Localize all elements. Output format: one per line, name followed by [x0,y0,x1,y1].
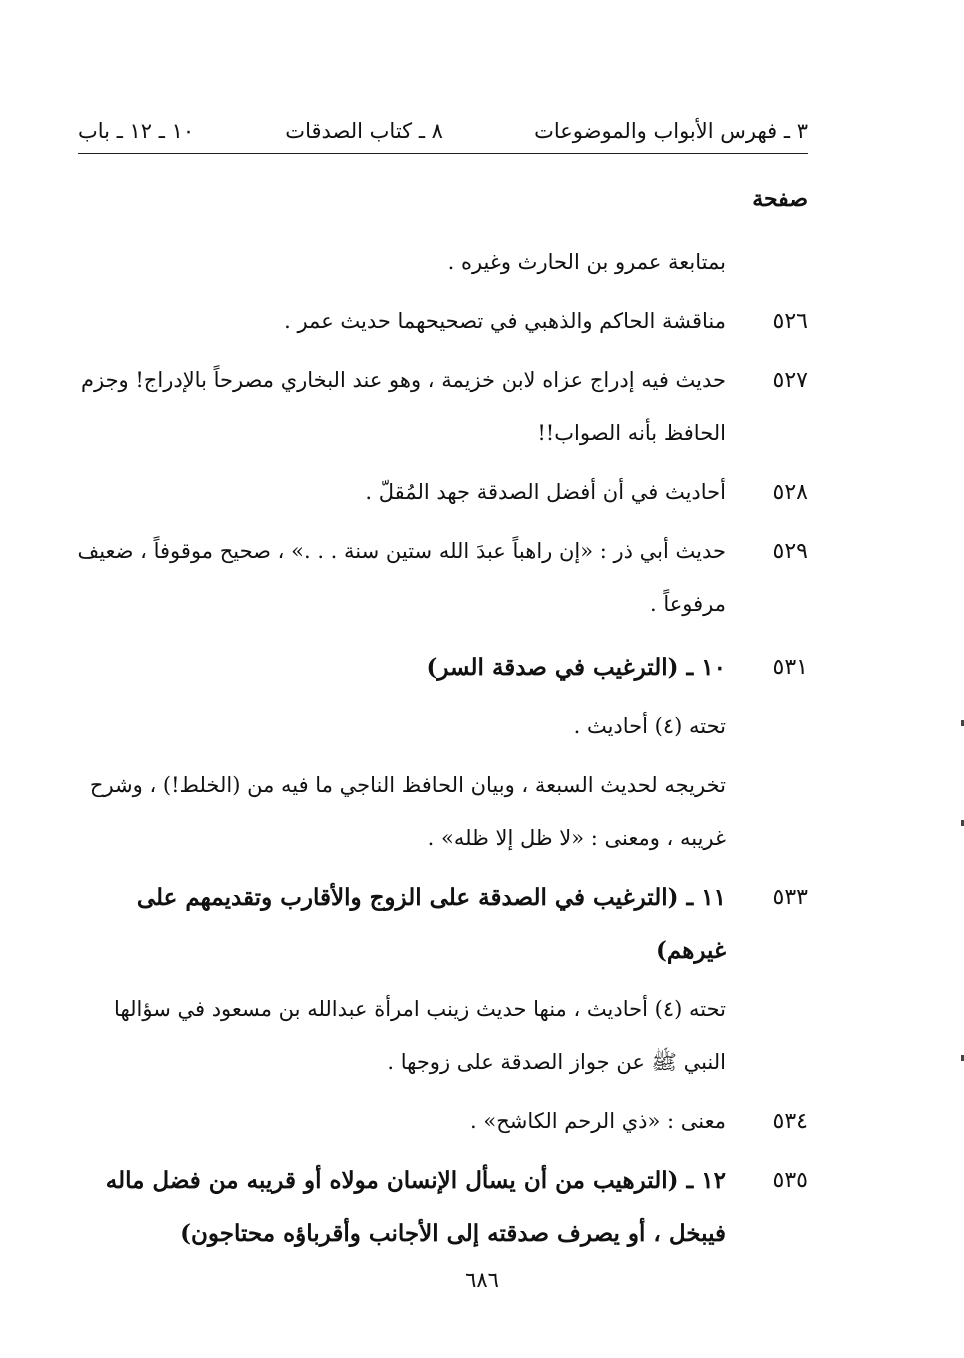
entry-text [78,700,726,753]
running-header [78,112,808,146]
entry-text-line: الحافظ بأنه الصواب!! [537,421,726,445]
index-entry [78,236,808,289]
entry-page-number: ٥٢٩ [772,539,808,564]
entry-page-number: ٥٣٤ [772,1109,808,1134]
entry-text-line: غريبه ، ومعنى : «لا ظل إلا ظله» . [427,826,726,850]
entry-text [78,466,726,519]
entry-text-line: تخريجه لحديث السبعة ، وبيان الحافظ الناجي ما فيه من (الخلط!) ، وشرح [89,773,726,797]
entry-text [78,641,726,694]
index-entry [78,466,808,519]
entry-text [77,525,726,631]
entry-text-line: تحته (٤) أحاديث . [573,714,726,738]
index-section-heading [78,871,808,977]
entry-text-line: النبي ﷺ عن جواز الصدقة على زوجها . [387,1050,726,1074]
entry-text [78,1154,726,1260]
entry-page-number: ٥٣٥ [772,1168,808,1193]
entry-text-line: غيرهم) [656,937,726,964]
header-section-range: ١٠ ـ ١٢ ـ باب [78,119,195,143]
index-entry [78,295,808,348]
entry-page-number: ٥٢٨ [772,480,808,505]
entry-text-line: ١١ ـ (الترغيب في الصدقة على الزوج والأقارب وتقديمهم على [136,884,726,911]
entry-page-number: ٥٣١ [772,655,808,680]
page-column-heading: صفحة [752,186,808,212]
entry-text-line: فيبخل ، أو يصرف صدقته إلى الأجانب وأقرباؤه محتاجون) [180,1220,726,1247]
entry-text [78,354,726,460]
entry-text [78,871,726,977]
index-section-heading [78,641,808,694]
index-entries [78,236,808,1260]
entry-text-line: مناقشة الحاكم والذهبي في تصحيحهما حديث عمر . [284,309,726,333]
entry-text-line: حديث فيه إدراج عزاه لابن خزيمة ، وهو عند البخاري مصرحاً بالإدراج! وجزم [80,368,726,392]
entry-text-line: أحاديث في أن أفضل الصدقة جهد المُقلّ . [365,480,726,504]
entry-text-line: ١٢ ـ (الترهيب من أن يسأل الإنسان مولاه أو قريبه من فضل ماله [105,1167,726,1194]
index-entry [78,1095,808,1148]
entry-text-line: حديث أبي ذر : «إن راهباً عبدَ الله ستين سنة . . .» ، صحيح موقوفاً ، ضعيف [77,539,726,563]
index-entry [78,700,808,753]
entry-text-line: معنى : «ذي الرحم الكاشح» . [470,1109,726,1133]
header-divider [78,153,808,154]
entry-text [78,295,726,348]
entry-text-line: تحته (٤) أحاديث ، منها حديث زينب امرأة عبدالله بن مسعود في سؤالها [114,997,726,1021]
entry-page-number: ٥٢٧ [772,368,808,393]
entry-page-number: ٥٢٦ [772,309,808,334]
header-book-title: ٨ ـ كتاب الصدقات [285,119,443,143]
entry-text [78,1095,726,1148]
entry-text-line: مرفوعاً . [649,592,726,616]
entry-text [78,236,726,289]
header-chapter-title: ٣ ـ فهرس الأبواب والموضوعات [534,119,808,143]
page-number: ٦٨٦ [465,1268,499,1292]
index-entry [78,354,808,460]
index-entry [78,983,808,1089]
index-entry [78,759,808,865]
index-entry [78,525,808,631]
entry-text-line: ١٠ ـ (الترغيب في صدقة السر) [426,654,726,681]
index-section-heading [78,1154,808,1260]
entry-text [78,983,726,1089]
entry-text [78,759,726,865]
entry-text-line: بمتابعة عمرو بن الحارث وغيره . [447,250,726,274]
entry-page-number: ٥٣٣ [772,885,808,910]
